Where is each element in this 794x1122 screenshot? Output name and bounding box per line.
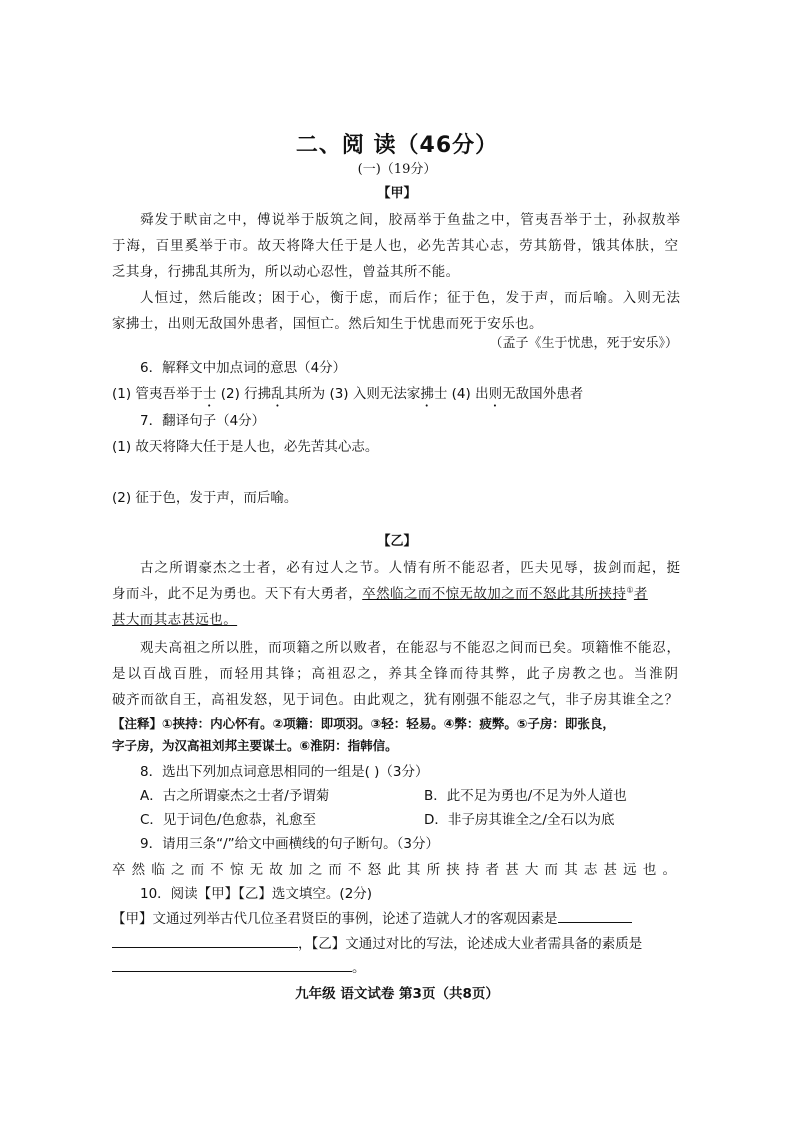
q6-item-4-pre: (4) 出	[451, 386, 489, 402]
note-mark-1: ①	[626, 585, 634, 595]
q10-line-1-text: 【甲】文通过列举古代几位圣君贤臣的事例，论述了造就人才的客观因素是	[112, 911, 558, 927]
heading-yi: 【乙】	[377, 534, 417, 549]
q6-item-3-dot: 拂	[420, 386, 434, 402]
heading-jia: 【甲】	[377, 186, 417, 201]
q8-option-c: C．见于词色/色愈恭，礼愈至	[140, 812, 316, 828]
part-label: (一)（19分）	[357, 162, 437, 177]
q6-item-3-pre: (3) 入则无法家	[329, 386, 421, 402]
q9-sentence: 卒然临之而不惊无故加之而不怒此其所挟持者甚大而其志甚远也。	[112, 862, 678, 878]
page-footer: 九年级 语文试卷 第3页（共8页）	[295, 986, 499, 1002]
jia-source: （孟子《生于忧患，死于安乐》）	[489, 336, 678, 351]
q6-item-2-dot: 乱	[271, 386, 285, 402]
yi-line-4: 观夫高祖之所以胜，而项籍之所以败者，在能忍与不能忍之间而已矣。项籍惟不能忍，	[140, 640, 680, 656]
notes-line-1: 【注释】①挟持：内心怀有。②项籍：即项羽。③轻：轻易。④弊：疲弊。⑤子房：即张良，	[112, 716, 615, 731]
q6-item-1-pre: (1) 管夷吾举于	[112, 386, 203, 402]
q6-item-4-dot: 则	[488, 386, 503, 402]
q6-items	[112, 382, 583, 410]
jia-line-3: 乏其身，行拂乱其所为，所以动心忍性，曾益其所不能。	[112, 264, 460, 280]
q8-option-a: A．古之所谓豪杰之士者/予谓菊	[140, 788, 330, 804]
yi-underlined-sentence-b: 者	[633, 586, 648, 602]
q8-option-b: B．此不足为勇也/不足为外人道也	[424, 788, 627, 804]
q8-option-d: D．非子房其谁全之/全石以为底	[424, 812, 615, 828]
q6-item-3-post: 士	[433, 386, 448, 402]
q10-line-1	[112, 907, 632, 927]
q10-title: 10．阅读【甲】【乙】选文填空。(2分)	[140, 886, 373, 902]
q9-title: 9．请用三条“/”给文中画横线的句子断句。（3分）	[140, 836, 439, 852]
q7-sentence-2: (2) 征于色，发于声，而后喻。	[112, 490, 298, 506]
notes-line-2: 字子房，为汉高祖刘邦主要谋士。⑥淮阴：指韩信。	[112, 738, 398, 753]
yi-line-2-plain: 身而斗，此不足为勇也。天下有大勇者，	[112, 586, 363, 602]
q10-line-3	[112, 956, 366, 976]
yi-line-5: 是以百战百胜，而轻用其锋；高祖忍之，养其全锋而待其弊，此子房教之也。当淮阴	[112, 666, 678, 682]
q6-title: 6．解释文中加点词的意思（4分）	[140, 360, 347, 376]
q10-line-2-text: ，【乙】文通过对比的写法，论述成大业者需具备的素质是	[298, 936, 643, 952]
yi-underlined-sentence-a: 卒然临之而不惊无故加之而不怒此其所挟持	[362, 586, 627, 602]
q7-title: 7．翻译句子（4分）	[140, 413, 266, 429]
q6-item-4-post: 无敌国外患者	[502, 386, 584, 402]
q10-end: 。	[352, 960, 366, 976]
jia-line-4: 人恒过，然后能改；困于心，衡于虑，而后作；征于色，发于声，而后喻。入则无法	[140, 290, 680, 306]
q6-item-1-dot: 士	[202, 386, 217, 402]
q10-line-2	[112, 932, 642, 952]
q7-sentence-1: (1) 故天将降大任于是人也，必先苦其心志。	[112, 439, 379, 455]
yi-line-1: 古之所谓豪杰之士者，必有过人之节。人情有所不能忍者，匹夫见辱，拔剑而起，挺	[140, 560, 680, 576]
section-title: 二、阅 读（46分）	[295, 133, 499, 158]
q10-blank-1b[interactable]	[112, 935, 298, 948]
q6-item-2-post: 其所为	[284, 386, 326, 402]
q10-blank-2[interactable]	[112, 959, 352, 972]
q6-item-2-pre: (2) 行拂	[220, 386, 272, 402]
yi-line-3	[112, 608, 237, 628]
yi-underlined-sentence-c: 甚大而其志甚远也。	[112, 612, 238, 628]
yi-line-2	[112, 582, 648, 602]
q10-blank-1a[interactable]	[558, 910, 632, 923]
yi-line-6: 破齐而欲自王，高祖发怒，见于词色。由此观之，犹有刚强不能忍之气，非子房其谁全之？	[112, 692, 678, 708]
jia-line-2: 于海，百里奚举于市。故天将降大任于是人也，必先苦其心志，劳其筋骨，饿其体肤，空	[112, 238, 678, 254]
q8-title: 8．选出下列加点词意思相同的一组是( )（3分）	[140, 764, 429, 780]
jia-line-1: 舜发于畎亩之中，傅说举于版筑之间，胶鬲举于鱼盐之中，管夷吾举于士，孙叔敖举	[140, 212, 680, 228]
jia-line-5: 家拂士，出则无敌国外患者，国恒亡。然后知生于忧患而死于安乐也。	[112, 316, 543, 332]
